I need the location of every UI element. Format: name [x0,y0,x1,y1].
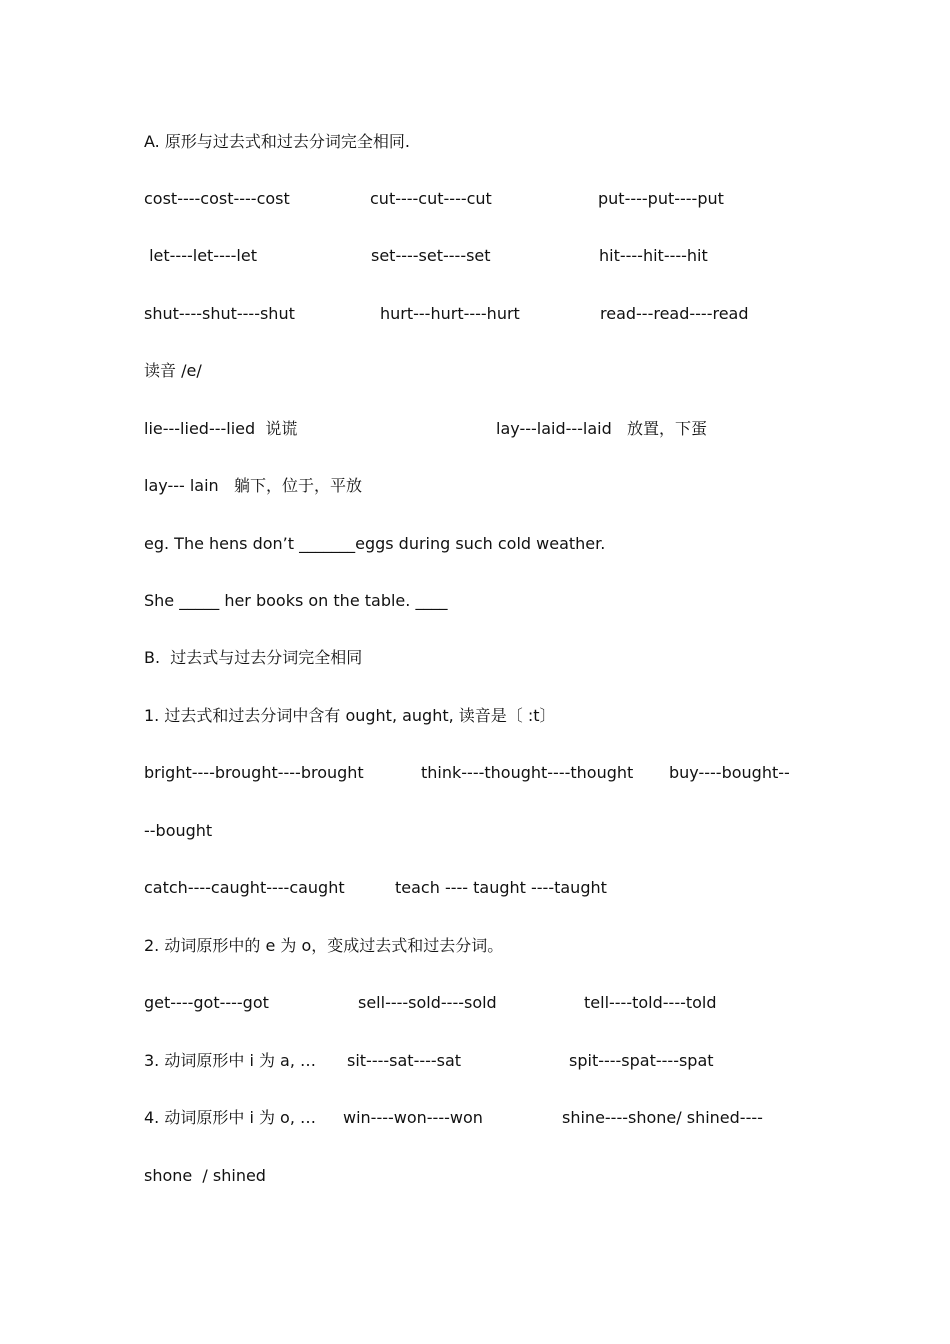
verb-form: read---read----read [600,304,749,323]
verb-row [144,419,708,439]
verb-form: tell----told----told [584,993,717,1012]
verb-form: teach ---- taught ----taught [395,878,607,897]
verb-form: shone / shined [144,1166,266,1185]
verb-form: bright----brought----brought [144,763,364,782]
verb-form: lie---lied---lied 说谎 [144,419,298,438]
verb-row [144,821,213,841]
rule-heading [144,706,556,726]
verb-form: put----put----put [598,189,724,208]
example-sentence [144,534,606,554]
verb-form: shine----shone/ shined---- [562,1108,763,1127]
section-b-heading [144,648,363,668]
verb-form: think----thought----thought [421,763,634,782]
verb-form: shut----shut----shut [144,304,295,323]
verb-form: hurt---hurt----hurt [380,304,520,323]
rule-label: 3. 动词原形中 i 为 a, … [144,1051,317,1070]
example-sentence [144,591,448,611]
text-cell: 读音 /e/ [144,361,202,380]
verb-row [144,1166,266,1186]
section-a-heading [144,132,410,152]
verb-form: get----got----got [144,993,269,1012]
verb-row [144,476,362,496]
text-cell: 1. 过去式和过去分词中含有 ought, aught, 读音是〔 :t〕 [144,706,556,725]
verb-row [144,878,607,898]
verb-form: win----won----won [343,1108,483,1127]
text-cell: B. 过去式与过去分词完全相同 [144,648,363,667]
verb-form: cost----cost----cost [144,189,290,208]
text-cell: eg. The hens don’t _______eggs during such cold weather. [144,534,606,553]
verb-row [144,1051,714,1071]
verb-row [144,1108,763,1128]
text-cell: A. 原形与过去式和过去分词完全相同. [144,132,410,151]
verb-row [144,246,708,266]
verb-form: cut----cut----cut [370,189,492,208]
verb-form: catch----caught----caught [144,878,345,897]
text-cell: 2. 动词原形中的 e 为 o，变成过去式和过去分词。 [144,936,504,955]
text-cell: She _____ her books on the table. ____ [144,591,448,610]
verb-row [144,993,717,1013]
verb-form: set----set----set [371,246,491,265]
verb-form: buy----bought-- [669,763,790,782]
verb-form: spit----spat----spat [569,1051,714,1070]
rule-heading [144,936,504,956]
verb-form: hit----hit----hit [599,246,708,265]
verb-form: lay---laid---laid 放置，下蛋 [496,419,708,438]
verb-form: sell----sold----sold [358,993,497,1012]
pronunciation-note [144,361,202,381]
verb-row [144,304,749,324]
rule-label: 4. 动词原形中 i 为 o, … [144,1108,317,1127]
verb-form: lay--- lain 躺下，位于，平放 [144,476,362,495]
verb-row [144,189,724,209]
verb-form: let----let----let [144,246,257,265]
verb-row [144,763,790,783]
verb-form: --bought [144,821,213,840]
verb-form: sit----sat----sat [347,1051,462,1070]
